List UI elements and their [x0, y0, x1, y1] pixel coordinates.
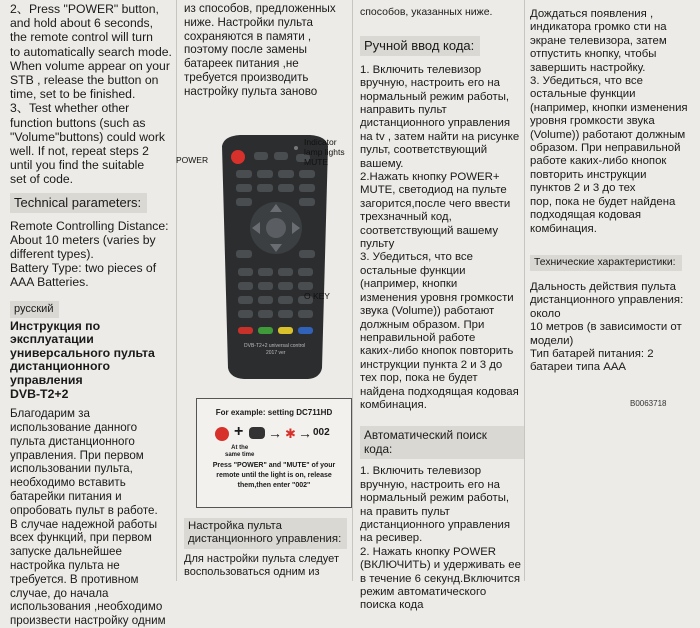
- indicator-label: Indicator lamp lights: [304, 137, 345, 157]
- setup-note-text: из способов, предложенных ниже. Настройки пульта сохраняются в памяти , поэтому после замены батареек питания ,не требуется производить настройку пульта заново: [184, 2, 336, 98]
- manual-title: Инструкция по эксплуатации универсального пульта дистанционного управления DVB-T2+2: [10, 318, 155, 401]
- example-title: For example: setting DC711HD: [215, 408, 333, 417]
- plus-icon: +: [234, 423, 244, 440]
- power-button-icon: [215, 427, 229, 441]
- brand-version-label: 2017 ver: [266, 350, 286, 356]
- auto-search-heading: Автоматический поиск кода:: [360, 426, 524, 459]
- technical-parameters-text: Remote Controlling Distance: About 10 meters (varies by different types). Battery Type: two pieces of AAA Batteries.: [10, 218, 169, 290]
- auto-search-continued-text: Дождаться появления , индикатора громко сти на экране телевизора, затем отпустить кнопку, чтобы завершить настройку. 3. Убедиться, что все остальные функции (например, кнопки изменения уровня громкости звука (Volume)) работают должным образом. При неправильной работе каких-либо кнопок повторить инструкции пунктов 2 и 3 до тех пор, пока не будет найдена подходящая кодовая комбинация.: [530, 8, 688, 235]
- example-caption: Press "POWER" and "MUTE" of your remote until the light is on, release them,then enter "002": [212, 462, 336, 489]
- brand-label: DVB-T2+2 universal control: [244, 343, 306, 349]
- column-divider: [352, 0, 353, 581]
- indicator-light-icon: ✱: [285, 426, 296, 441]
- column-continued: [530, 8, 698, 375]
- intro-text: Благодарим за использование данного пульта дистанционного управления. При первом использовании пульта, необходимо вставить батарейки питания и опробовать пульт в работе. В случае надежной работы всех функций, при первом запуске дальнейшее настройка пульта не требуется. В противном случае, до начала использования ,необходимо произвести настройку одним: [10, 407, 166, 628]
- setup-text: Для настройки пульта следует воспользоваться одним из: [184, 553, 339, 578]
- tech-characteristics-heading: Технические характеристики:: [530, 255, 682, 271]
- setup-section: [184, 518, 352, 578]
- mute-label: MUTE: [304, 157, 329, 167]
- power-label: POWER: [176, 155, 209, 165]
- column-divider: [176, 0, 177, 581]
- same-time-note: At the same time: [225, 445, 255, 458]
- auto-search-text: 1. Включить телевизор вручную, настроить его на нормальный режим работы, на править пульт дистанционного управления на ресивер. 2. Нажать кнопку POWER (ВКЛЮЧИТЬ) и удерживать ее в течение 6 секунд.Включится режим автоматического поиска кода: [360, 465, 521, 612]
- o-key-label: O KEY: [304, 291, 330, 301]
- column-english: [10, 2, 174, 628]
- manual-entry-heading: Ручной ввод кода:: [360, 36, 480, 56]
- column-manual: [360, 6, 524, 613]
- language-heading: русский: [10, 301, 59, 318]
- methods-text: способов, указанных ниже.: [360, 6, 493, 18]
- result-code: 002: [313, 427, 330, 438]
- manual-entry-text: 1. Включить телевизор вручную, настроить его на нормальный режим работы, направить пульт дистанционного управления на tv , затем найти на рисунке пульт, соответствующий вашему. 2.Нажать кнопку POWER+ MUTE, светодиод на пульте загорится,после чего ввести трехзначный код, соответствующий вашему пульту 3. Убедиться, что все остальные функции (например, кнопки изменения уровня громкости звука (Volume)) работают должным образом. При неправильной работе каких-либо кнопок повторить инструкции пункта 2 и 3 до тех пор, пока не будет найдена подходящая кодовая комбинация.: [360, 63, 520, 411]
- arrow-icon: →: [298, 425, 312, 441]
- mute-button-icon: [249, 427, 265, 439]
- technical-parameters-heading: Technical parameters:: [10, 193, 147, 213]
- example-box: [196, 398, 352, 508]
- arrow-icon: →: [268, 425, 282, 441]
- tech-characteristics-text: Дальность действия пульта дистанционного управления: около 10 метров (в зависимости от модели) Тип батарей питания: 2 батареи типа AAA: [530, 280, 684, 374]
- setup-heading: Настройка пульта дистанционного управления:: [184, 518, 347, 549]
- product-code: B0063718: [630, 399, 667, 408]
- column-remote: [184, 2, 352, 99]
- column-divider: [524, 0, 525, 581]
- setup-steps-en: 2、Press "POWER" button, and hold about 6 seconds, the remote control will turn to automatically search mode. When volume appear on your STB , release the button on time, set to be finished. 3、Test whether other function buttons (such as "Volume"buttons) could work well. If not, repeat steps 2 until you find the suitable set of code.: [10, 2, 172, 187]
